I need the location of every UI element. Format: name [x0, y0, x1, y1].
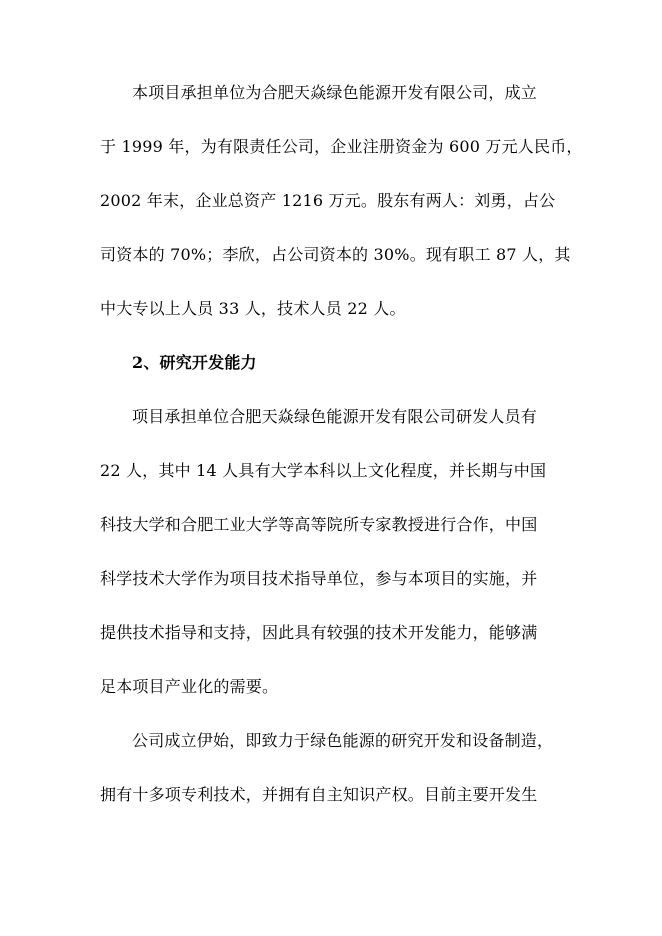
paragraph-3-line-2: 拥有十多项专利技术，并拥有自主知识产权。目前主要开发生	[100, 785, 538, 804]
paragraph-1-line-3: 2002 年末，企业总资产 1216 万元。股东有两人：刘勇，占公	[100, 191, 556, 210]
paragraph-2-line-2: 22 人，其中 14 人具有大学本科以上文化程度，并长期与中国	[100, 461, 547, 480]
paragraph-2-line-4: 科学技术大学作为项目技术指导单位，参与本项目的实施，并	[100, 569, 538, 588]
paragraph-2-line-6: 足本项目产业化的需要。	[100, 677, 279, 696]
paragraph-1-line-5: 中大专以上人员 33 人，技术人员 22 人。	[100, 299, 406, 318]
section-heading: 2、研究开发能力	[132, 353, 257, 372]
paragraph-1-line-2: 于 1999 年，为有限责任公司，企业注册资金为 600 万元人民币，	[100, 137, 583, 156]
paragraph-2-line-5: 提供技术指导和支持，因此具有较强的技术开发能力，能够满	[100, 623, 538, 642]
paragraph-1-line-4: 司资本的 70%；李欣，占公司资本的 30%。现有职工 87 人，其	[100, 245, 571, 264]
paragraph-2-line-1: 项目承担单位合肥天焱绿色能源开发有限公司研发人员有	[132, 407, 538, 426]
paragraph-3-line-1: 公司成立伊始，即致力于绿色能源的研究开发和设备制造，	[132, 731, 554, 750]
paragraph-1-line-1: 本项目承担单位为合肥天焱绿色能源开发有限公司，成立	[132, 83, 538, 102]
paragraph-2-line-3: 科技大学和合肥工业大学等高等院所专家教授进行合作，中国	[100, 515, 538, 534]
